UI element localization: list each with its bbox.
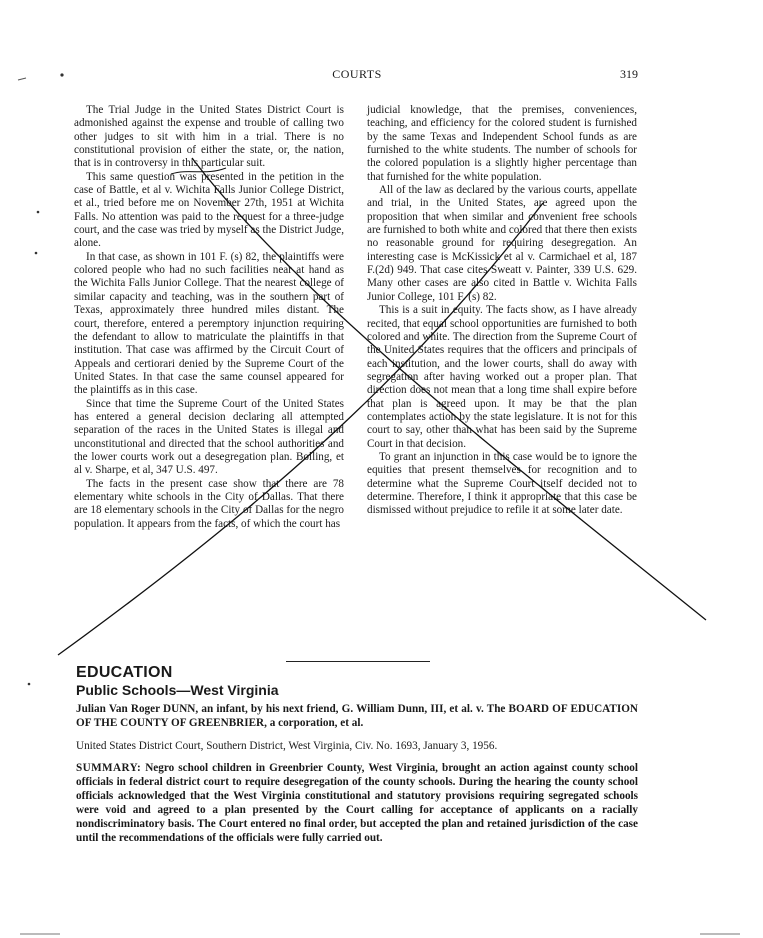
paragraph: This is a suit in equity. The facts show, as I have already recited, that equal school opportunities are furnished to both colored and white. The direction from the Supreme Court of the United States requires that the officers and principals of each institution, and the lower courts, shall do away with segregation after having worked out a proper plan. That direction does not mean that a long time shall expire before that plan is agreed upon. It may be that the plan contemplates action by the state legislature. It is not for this court to say, other than what has been said by the Supreme Court in that decision. — [367, 304, 637, 450]
paragraph: This same question was presented in the petition in the case of Battle, et al v. Wichita Falls Junior College District, et al., tried before me on November 27th, 1951 at Wichita Falls. No attention was paid to the request for a three-judge court, and the case was tried by myself as the District Judge, alone. — [74, 170, 344, 250]
scan-speck — [35, 252, 38, 255]
court-citation: United States District Court, Southern District, West Virginia, Civ. No. 1693, January 3, 1956. — [76, 740, 498, 752]
paragraph: In that case, as shown in 101 F. (s) 82, the plaintiffs were colored people who had no such facilities near at hand as the Wichita Falls Junior College. That the nearest college of similar capacity and teaching, was in the southern part of Texas, approximately three hundred miles distant. The court, therefore, entered a peremptory injunction requiring the defendant to allow to matriculate the plaintiffs in that institution. That case was affirmed by the Circuit Court of Appeals and certiorari denied by the Supreme Court of the United States. In that case the same counsel appeared for the plaintiffs as in this case. — [74, 250, 344, 397]
page-number: 319 — [620, 67, 638, 81]
scan-speck — [18, 78, 26, 80]
paragraph: The facts in the present case show that there are 78 elementary white schools in the City of Dallas. That there are 18 elementary schools in the City of Dallas for the negro population. It appears from the facts, of which the court has — [74, 477, 344, 530]
case-summary — [76, 762, 638, 845]
case-caption: Julian Van Roger DUNN, an infant, by his next friend, G. William Dunn, III, et al. v. The BOARD OF EDUCATION OF THE COUNTY OF GREENBRIER, a corporation, et al. — [76, 703, 638, 729]
scan-speck — [28, 683, 31, 686]
section-divider — [286, 661, 430, 662]
scan-speck — [37, 211, 40, 214]
left-column — [74, 104, 344, 531]
scan-speck — [60, 73, 63, 76]
paragraph: The Trial Judge in the United States District Court is admonished against the expense and trouble of calling two other judges to sit with him in a trial. There is no constitutional provision of either the state, or, the nation, that is in controversy in this particular suit. — [74, 104, 344, 170]
right-column — [367, 104, 637, 518]
paragraph: To grant an injunction in this case would be to ignore the equities that present themselves for recognition and to determine what the Supreme Court itself decided not to determine. Therefore, I think it appropriate that this case be dismissed without prejudice to refile it at some later date. — [367, 450, 637, 517]
running-head — [76, 67, 638, 83]
paragraph: All of the law as declared by the various courts, appellate and trial, in the United States, are agreed upon the proposition that when similar and convenient free schools are furnished to both white and colored that there then exists no reasonable ground for requiring desegregation. An interesting case is McKissick et al v. Carmichael et al, 187 F.(2d) 949. That case cites Sweatt v. Painter, 339 U.S. 629. Many other cases are also cited in Battle v. Wichita Falls Junior College, 101 F. (s) 82. — [367, 184, 637, 303]
section-subtitle: Public Schools—West Virginia — [76, 682, 279, 698]
summary-label: SUMMARY: — [76, 762, 142, 774]
paragraph: Since that time the Supreme Court of the United States has entered a general decision declaring all attempted separation of the races in the United States is illegal and unconstitutional and directed that the school authorities and the lower courts work out a desegregation plan. Bolling, et al v. Sharpe, et al, 347 U.S. 497. — [74, 397, 344, 477]
summary-text: Negro school children in Greenbrier County, West Virginia, brought an action against county school officials in federal district court to require desegregation of the county schools. During the hearing the county school officials acknowledged that the West Virginia constitutional and statutory provisions requiring segregated schools were void and agreed to a plan presented by the Court calling for acceptance of applicants on a racially nondiscriminatory basis. The Court entered no final order, but accepted the plan and retained jurisdiction of the case until the recommendations of the officials were fully carried out. — [76, 762, 638, 844]
paragraph: judicial knowledge, that the premises, conveniences, teaching, and efficiency for the colored student is furnished by the same Texas and Independent School funds as are furnished to the white students. The number of schools for the colored population is a slightly higher percentage than that furnished for the white population. — [367, 104, 637, 183]
section-title: EDUCATION — [76, 664, 173, 681]
running-head-title: COURTS — [332, 67, 382, 81]
